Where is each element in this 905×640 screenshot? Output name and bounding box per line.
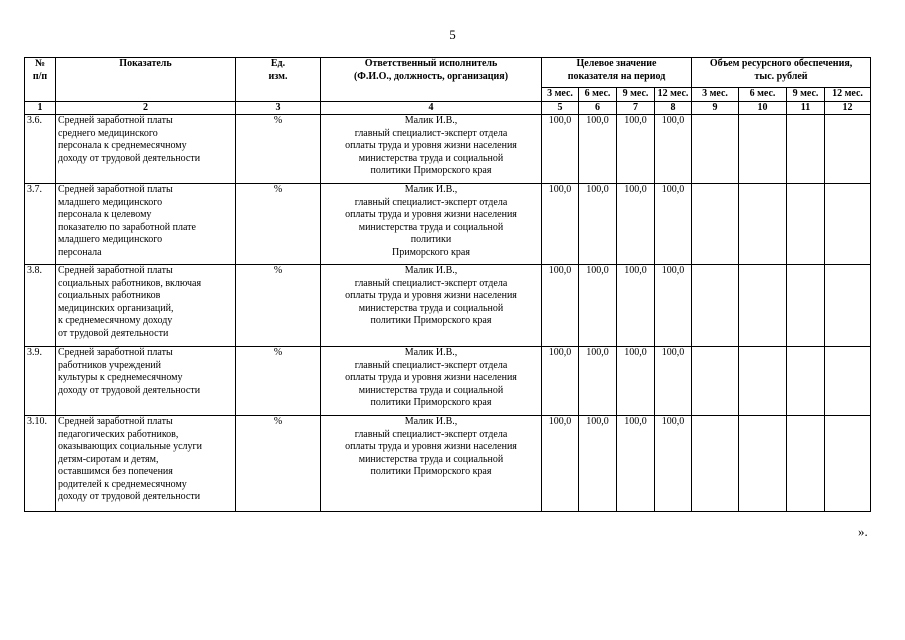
table-body — [25, 115, 871, 512]
resource-value-cell — [692, 416, 739, 512]
responsible-cell: Малик И.В., главный специалист-эксперт отдела оплаты труда и уровня жизни населения министерства труда и социальной политики Приморского края — [321, 347, 542, 416]
indicator-cell: Средней заработной платы социальных работников, включая социальных работников медицинских организаций, к среднемесячному доходу от трудовой деятельности — [56, 265, 236, 347]
unit-cell: % — [236, 416, 321, 512]
resource-value-cell — [787, 184, 825, 265]
responsible-cell: Малик И.В., главный специалист-эксперт отдела оплаты труда и уровня жизни населения министерства труда и социальной политики Приморского края — [321, 184, 542, 265]
header-unit: Ед. изм. — [236, 58, 321, 102]
table-row — [25, 184, 871, 265]
table-row — [25, 416, 871, 512]
target-value-cell: 100,0 — [655, 184, 692, 265]
column-number: 10 — [739, 102, 787, 115]
header-period: 3 мес. — [692, 88, 739, 102]
resource-value-cell — [787, 115, 825, 184]
resource-value-cell — [739, 184, 787, 265]
indicator-cell: Средней заработной платы среднего медицинского персонала к среднемесячному доходу от трудовой деятельности — [56, 115, 236, 184]
unit-cell: % — [236, 265, 321, 347]
target-value-cell: 100,0 — [579, 184, 617, 265]
indicator-cell: Средней заработной платы младшего медицинского персонала к целевому показателю по заработной плате младшего медицинского персонала — [56, 184, 236, 265]
target-value-cell: 100,0 — [579, 416, 617, 512]
column-number: 8 — [655, 102, 692, 115]
header-indicator: Показатель — [56, 58, 236, 102]
page-number: 5 — [449, 27, 456, 42]
resource-value-cell — [825, 265, 871, 347]
resource-value-cell — [739, 347, 787, 416]
column-number: 1 — [25, 102, 56, 115]
indicators-table — [24, 57, 871, 512]
target-value-cell: 100,0 — [617, 115, 655, 184]
target-value-cell: 100,0 — [617, 416, 655, 512]
unit-cell: % — [236, 184, 321, 265]
resource-value-cell — [692, 184, 739, 265]
header-num: № п/п — [25, 58, 56, 102]
target-value-cell: 100,0 — [617, 265, 655, 347]
column-number: 6 — [579, 102, 617, 115]
row-number: 3.8. — [25, 265, 56, 347]
column-number: 7 — [617, 102, 655, 115]
target-value-cell: 100,0 — [617, 347, 655, 416]
target-value-cell: 100,0 — [655, 265, 692, 347]
target-value-cell: 100,0 — [579, 115, 617, 184]
resource-value-cell — [739, 115, 787, 184]
resource-value-cell — [692, 115, 739, 184]
resource-value-cell — [825, 347, 871, 416]
row-number: 3.7. — [25, 184, 56, 265]
responsible-cell: Малик И.В., главный специалист-эксперт отдела оплаты труда и уровня жизни населения министерства труда и социальной политики Приморского края — [321, 416, 542, 512]
target-value-cell: 100,0 — [579, 265, 617, 347]
header-period: 6 мес. — [579, 88, 617, 102]
header-responsible: Ответственный исполнитель (Ф.И.О., должность, организация) — [321, 58, 542, 102]
header-period: 6 мес. — [739, 88, 787, 102]
resource-value-cell — [787, 416, 825, 512]
target-value-cell: 100,0 — [579, 347, 617, 416]
header-period: 3 мес. — [542, 88, 579, 102]
row-number: 3.6. — [25, 115, 56, 184]
table-row — [25, 115, 871, 184]
closing-quote-mark: ». — [858, 524, 868, 539]
header-period: 9 мес. — [787, 88, 825, 102]
resource-value-cell — [739, 416, 787, 512]
target-value-cell: 100,0 — [655, 115, 692, 184]
unit-cell: % — [236, 115, 321, 184]
resource-value-cell — [739, 265, 787, 347]
header-period: 9 мес. — [617, 88, 655, 102]
column-number: 12 — [825, 102, 871, 115]
target-value-cell: 100,0 — [542, 347, 579, 416]
column-number: 5 — [542, 102, 579, 115]
target-value-cell: 100,0 — [542, 184, 579, 265]
responsible-cell: Малик И.В., главный специалист-эксперт отдела оплаты труда и уровня жизни населения министерства труда и социальной политики Приморского края — [321, 265, 542, 347]
header-target: Целевое значение показателя на период — [542, 58, 692, 88]
responsible-cell: Малик И.В., главный специалист-эксперт отдела оплаты труда и уровня жизни населения министерства труда и социальной политики Приморского края — [321, 115, 542, 184]
table-row — [25, 347, 871, 416]
header-resource: Объем ресурсного обеспечения, тыс. рублей — [692, 58, 871, 88]
resource-value-cell — [692, 347, 739, 416]
target-value-cell: 100,0 — [655, 347, 692, 416]
target-value-cell: 100,0 — [655, 416, 692, 512]
unit-cell: % — [236, 347, 321, 416]
row-number: 3.10. — [25, 416, 56, 512]
column-number: 4 — [321, 102, 542, 115]
resource-value-cell — [787, 265, 825, 347]
resource-value-cell — [787, 347, 825, 416]
column-number: 9 — [692, 102, 739, 115]
target-value-cell: 100,0 — [542, 115, 579, 184]
column-number: 11 — [787, 102, 825, 115]
column-number: 2 — [56, 102, 236, 115]
target-value-cell: 100,0 — [617, 184, 655, 265]
indicator-cell: Средней заработной платы работников учреждений культуры к среднемесячному доходу от трудовой деятельности — [56, 347, 236, 416]
resource-value-cell — [692, 265, 739, 347]
resource-value-cell — [825, 184, 871, 265]
resource-value-cell — [825, 115, 871, 184]
column-number: 3 — [236, 102, 321, 115]
table-row — [25, 265, 871, 347]
indicator-cell: Средней заработной платы педагогических работников, оказывающих социальные услуги детям-сиротам и детям, оставшимся без попечения родителей к среднемесячному доходу от трудовой деятельности — [56, 416, 236, 512]
target-value-cell: 100,0 — [542, 416, 579, 512]
target-value-cell: 100,0 — [542, 265, 579, 347]
header-period: 12 мес. — [655, 88, 692, 102]
row-number: 3.9. — [25, 347, 56, 416]
header-period: 12 мес. — [825, 88, 871, 102]
resource-value-cell — [825, 416, 871, 512]
